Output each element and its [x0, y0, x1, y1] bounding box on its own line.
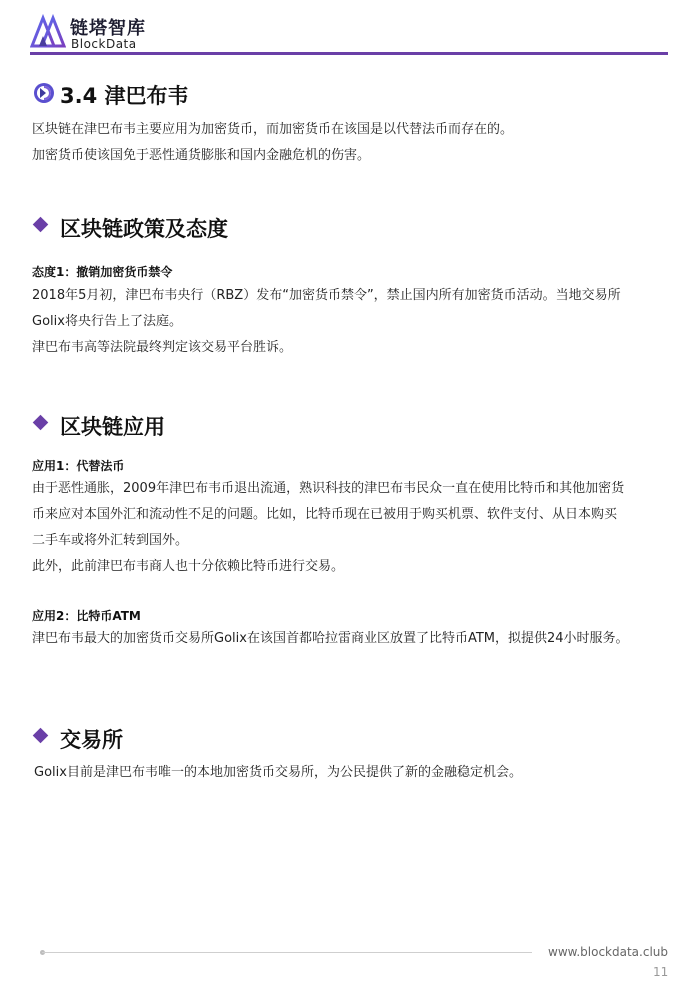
- brand-name-en: BlockData: [71, 37, 137, 51]
- header-divider: [30, 52, 668, 55]
- brand-name-cn: 链塔智库: [70, 18, 146, 39]
- footer-url: www.blockdata.club: [548, 945, 668, 959]
- paragraph: 由于恶性通胀，2009年津巴布韦币退出流通，熟识科技的津巴布韦民众一直在使用比特币和其他加密货: [32, 481, 625, 496]
- application-2-label: 应用2：比特币ATM: [32, 609, 141, 623]
- section-intro: [32, 117, 672, 169]
- blockdata-logo-icon: [30, 14, 66, 48]
- page-number: 11: [653, 965, 669, 979]
- exchange-title: 交易所: [60, 728, 123, 752]
- paragraph: Golix目前是津巴布韦唯一的本地加密货币交易所，为公民提供了新的金融稳定机会。: [34, 765, 522, 780]
- policy-item-label: 态度1：撤销加密货币禁令: [32, 265, 173, 279]
- paragraph: 币来应对本国外汇和流动性不足的问题。比如，比特币现在已被用于购买机票、软件支付、从日本购买: [32, 507, 618, 522]
- paragraph: 二手车或将外汇转到国外。: [32, 533, 189, 548]
- paragraph: 津巴布韦最大的加密货币交易所Golix在该国首都哈拉雷商业区放置了比特币ATM，拟提供24小时服务。: [32, 631, 629, 646]
- application-2-body: [32, 626, 672, 652]
- paragraph: 此外，此前津巴布韦商人也十分依赖比特币进行交易。: [32, 559, 345, 574]
- paragraph: 区块链在津巴布韦主要应用为加密货币，而加密货币在该国是以代替法币而存在的。: [32, 122, 514, 137]
- paragraph: 加密货币使该国免于恶性通货膨胀和国内金融危机的伤害。: [32, 148, 371, 163]
- page-header: [30, 10, 670, 56]
- footer-divider: [42, 952, 532, 953]
- applications-title: 区块链应用: [60, 415, 165, 439]
- diamond-bullet-icon: [33, 415, 49, 431]
- paragraph: Golix将央行告上了法庭。: [32, 314, 182, 329]
- paragraph: 2018年5月初，津巴布韦央行（RBZ）发布“加密货币禁令”，禁止国内所有加密货币活动。当地交易所: [32, 288, 621, 303]
- diamond-bullet-icon: [33, 728, 49, 744]
- diamond-bullet-icon: [33, 217, 49, 233]
- paragraph: 津巴布韦高等法院最终判定该交易平台胜诉。: [32, 340, 293, 355]
- policy-item-body: [32, 283, 672, 361]
- application-1-label: 应用1：代替法币: [32, 459, 125, 473]
- policy-title: 区块链政策及态度: [60, 217, 228, 241]
- section-bullet-icon: [32, 81, 56, 105]
- section-title: 3.4 津巴布韦: [60, 84, 189, 108]
- application-1-body: [32, 476, 672, 580]
- exchange-body: [34, 760, 674, 786]
